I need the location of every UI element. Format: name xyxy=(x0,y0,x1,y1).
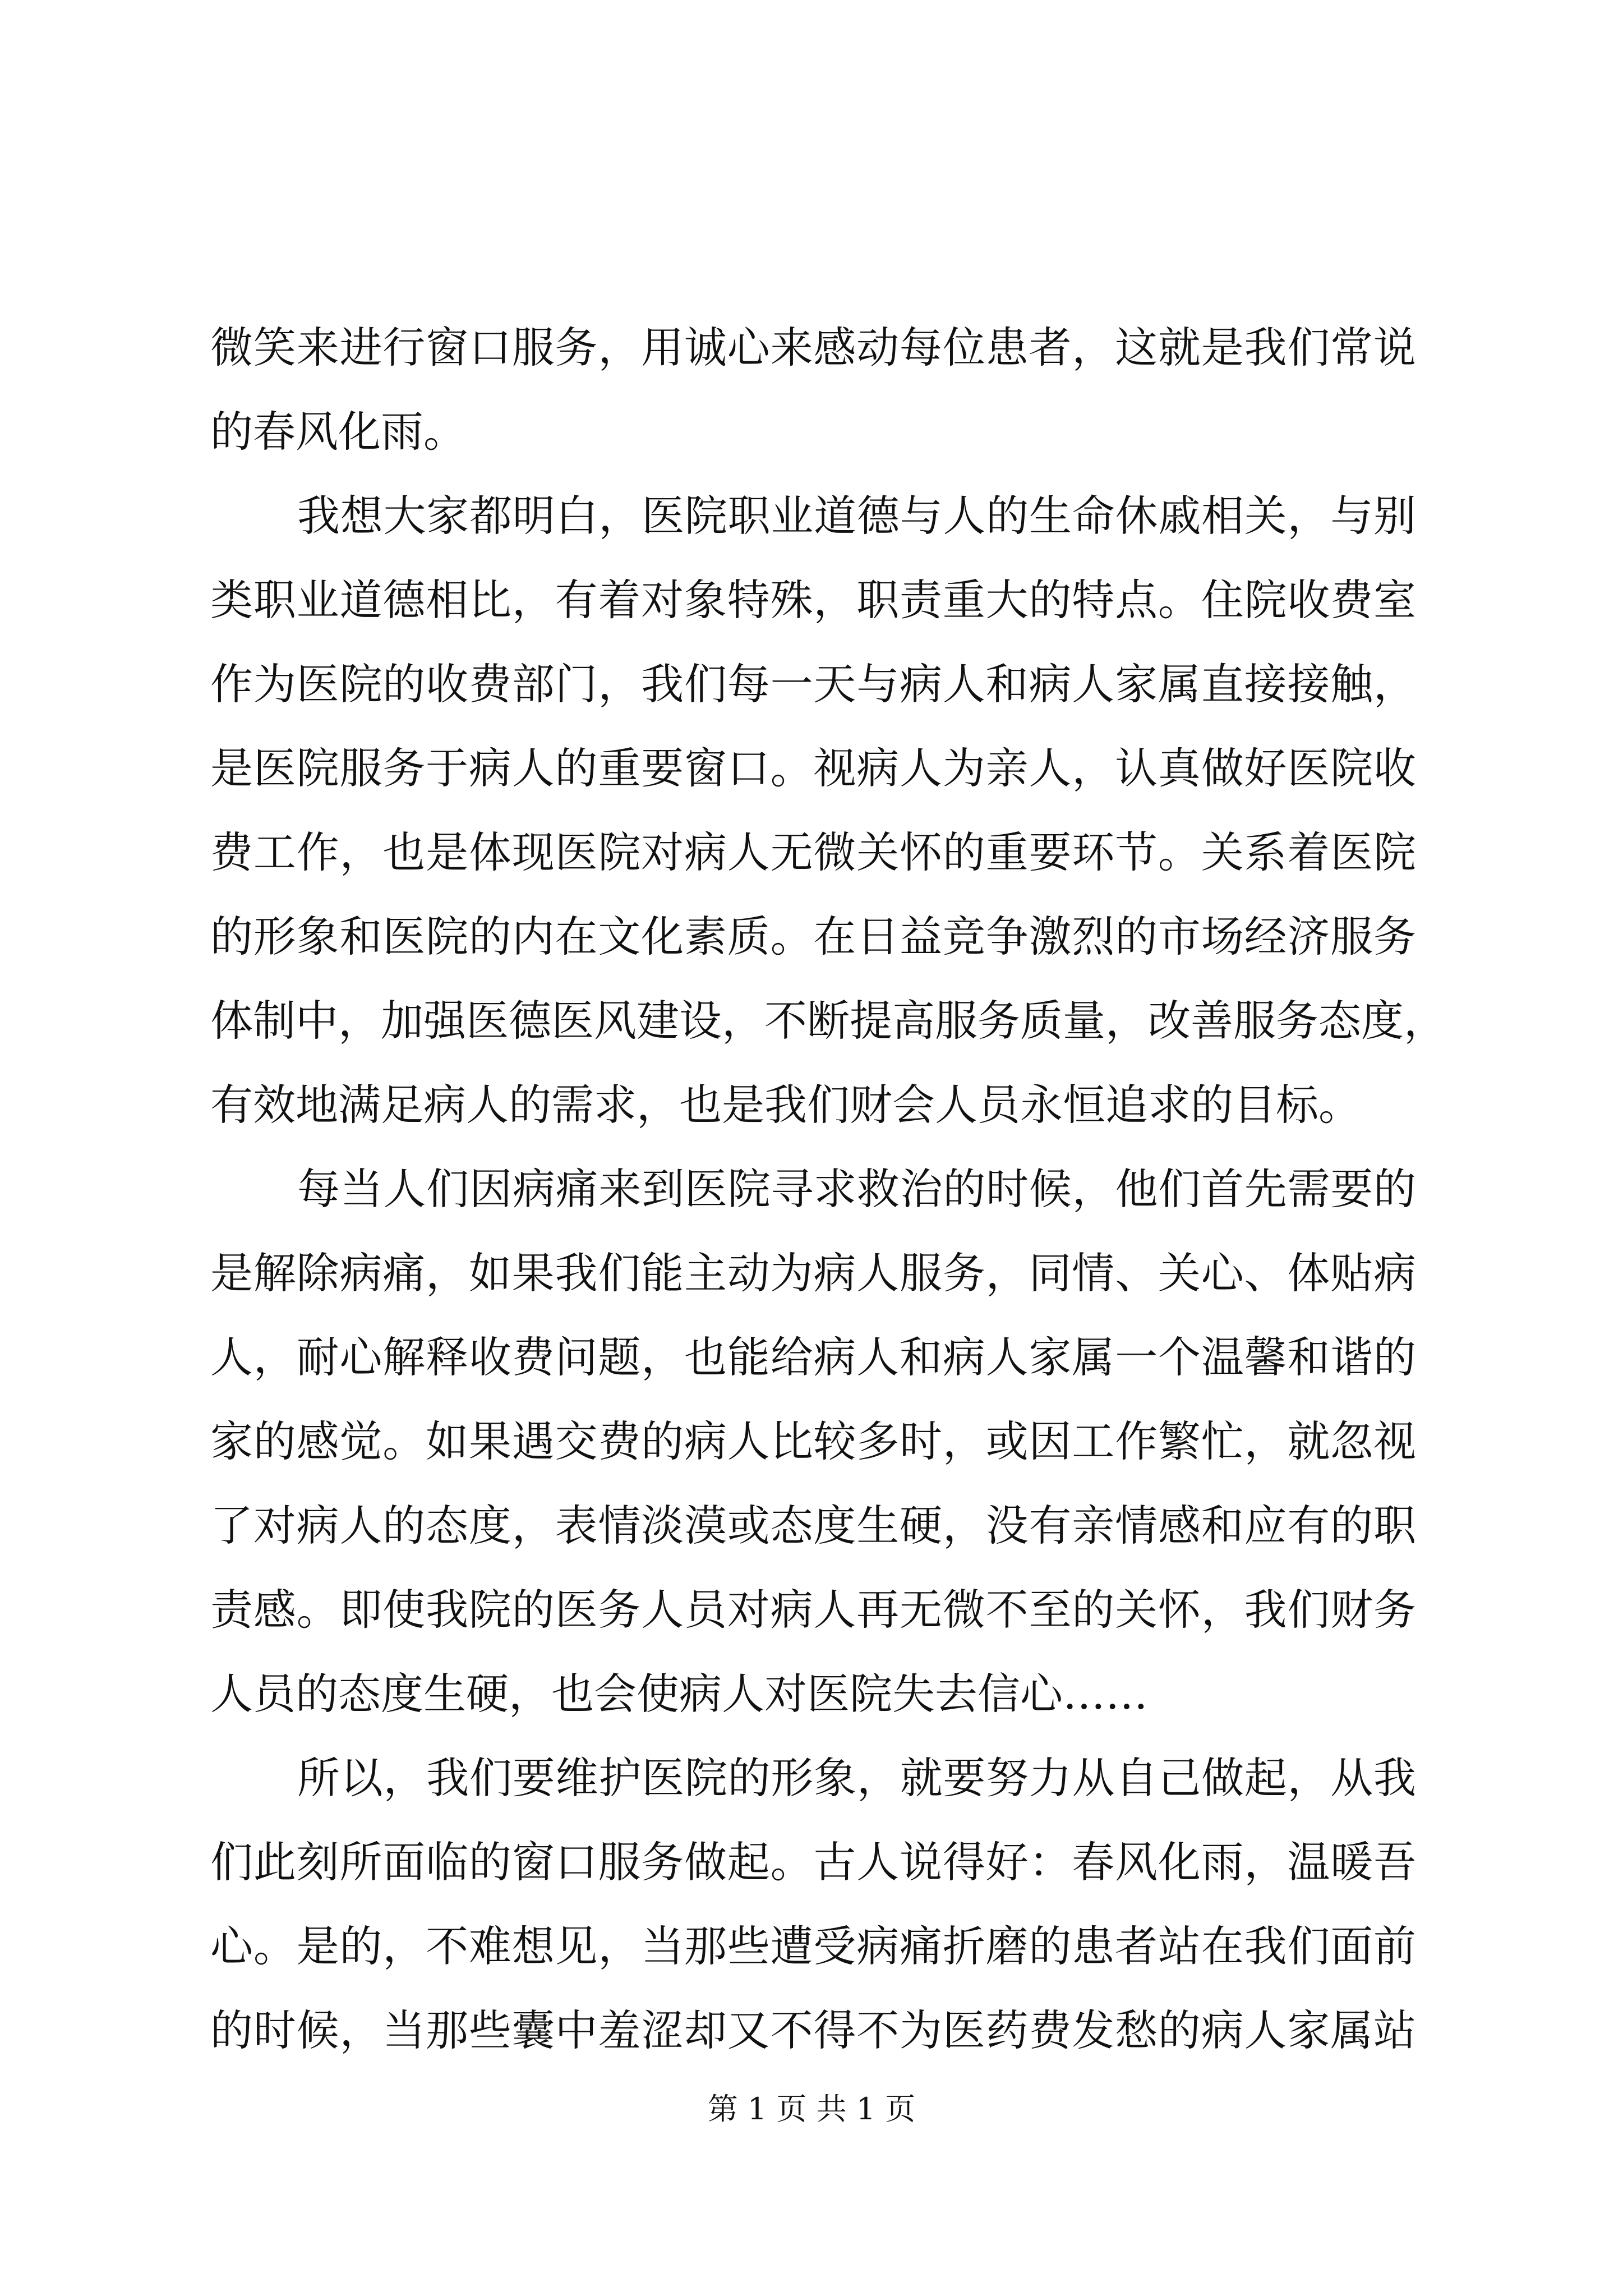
text-line: 费工作，也是体现医院对病人无微关怀的重要环节。关系着医院 xyxy=(210,827,1416,877)
page-footer: 第 1 页 共 1 页 xyxy=(707,2091,916,2127)
text-line: 的春风化雨。 xyxy=(210,407,466,457)
text-line: 们此刻所面临的窗口服务做起。古人说得好：春风化雨，温暖吾 xyxy=(210,1837,1416,1887)
text-line: 人，耐心解释收费问题，也能给病人和病人家属一个温馨和谐的 xyxy=(210,1332,1416,1382)
paragraph xyxy=(210,474,1446,1147)
text-line: 微笑来进行窗口服务，用诚心来感动每位患者，这就是我们常说 xyxy=(210,323,1416,372)
text-line: 家的感觉。如果遇交费的病人比较多时，或因工作繁忙，就忽视 xyxy=(210,1416,1416,1466)
text-line: 有效地满足病人的需求，也是我们财会人员永恒追求的目标。 xyxy=(210,1080,1361,1130)
text-line: 的形象和医院的内在文化素质。在日益竞争激烈的市场经济服务 xyxy=(210,912,1416,961)
paragraph xyxy=(210,1736,1416,2073)
text-line: 是解除病痛，如果我们能主动为病人服务，同情、关心、体贴病 xyxy=(210,1248,1416,1298)
paragraph xyxy=(210,1147,1416,1736)
paragraph xyxy=(210,306,1416,474)
text-line: 体制中，加强医德医风建设，不断提高服务质量，改善服务态度， xyxy=(210,996,1446,1046)
text-line: 人员的态度生硬，也会使病人对医院失去信心…… xyxy=(210,1669,1148,1719)
document-body xyxy=(210,306,1446,2073)
text-line: 所以，我们要维护医院的形象，就要努力从自己做起，从我 xyxy=(297,1753,1416,1803)
text-line: 责感。即使我院的医务人员对病人再无微不至的关怀，我们财务 xyxy=(210,1585,1416,1635)
text-line: 的时候，当那些囊中羞涩却又不得不为医药费发愁的病人家属站 xyxy=(210,2005,1416,2055)
text-line: 心。是的，不难想见，当那些遭受病痛折磨的患者站在我们面前 xyxy=(210,1921,1416,1971)
text-line: 每当人们因病痛来到医院寻求救治的时候，他们首先需要的 xyxy=(297,1164,1416,1214)
text-line: 我想大家都明白，医院职业道德与人的生命休戚相关，与别 xyxy=(297,491,1416,541)
text-line: 了对病人的态度，表情淡漠或态度生硬，没有亲情感和应有的职 xyxy=(210,1501,1416,1550)
text-line: 作为医院的收费部门，我们每一天与病人和病人家属直接接触， xyxy=(210,659,1416,709)
text-line: 是医院服务于病人的重要窗口。视病人为亲人，认真做好医院收 xyxy=(210,743,1416,793)
text-line: 类职业道德相比，有着对象特殊，职责重大的特点。住院收费室 xyxy=(210,575,1416,625)
